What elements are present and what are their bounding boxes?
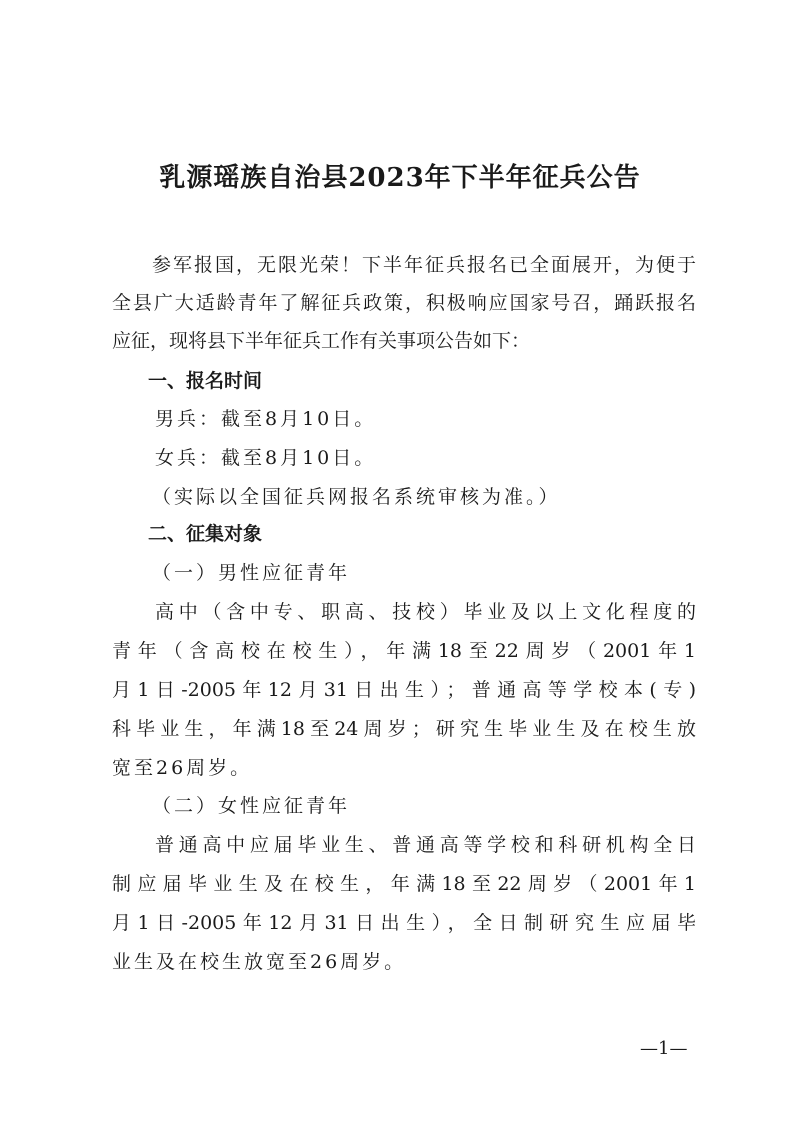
subheading-female-recruits: （二）女性应征青年 <box>152 795 351 817</box>
female-line-1: 普通高中应届毕业生、普通高等学校和科研机构全日 <box>155 834 696 856</box>
intro-line-3: 应征，现将县下半年征兵工作有关事项公告如下： <box>112 330 531 352</box>
female-line-2: 制应届毕业生及在校生，年满18至22周岁（2001年1 <box>112 873 696 895</box>
intro-line-2: 全县广大适龄青年了解征兵政策，积极响应国家号召，踊跃报名 <box>112 292 696 314</box>
male-line-5: 宽至26周岁。 <box>112 757 253 779</box>
female-line-3: 月1日-2005年12月31日出生），全日制研究生应届毕 <box>112 912 696 934</box>
registration-male: 男兵：截至8月10日。 <box>155 408 377 430</box>
page-number: —1— <box>640 1038 688 1059</box>
male-line-1: 高中（含中专、职高、技校）毕业及以上文化程度的 <box>155 601 696 623</box>
registration-note: （实际以全国征兵网报名系统审核为准。） <box>152 486 561 508</box>
section-heading-recruitment-targets: 二、征集对象 <box>148 523 263 545</box>
subheading-male-recruits: （一）男性应征青年 <box>152 562 351 584</box>
male-line-4: 科毕业生，年满18至24周岁；研究生毕业生及在校生放 <box>112 718 696 740</box>
male-line-2: 青年（含高校在校生），年满18至22周岁（2001年1 <box>112 640 696 662</box>
registration-female: 女兵：截至8月10日。 <box>155 447 377 469</box>
page-title: 乳源瑶族自治县2023年下半年征兵公告 <box>159 163 641 193</box>
female-line-4: 业生及在校生放宽至26周岁。 <box>112 951 407 973</box>
intro-line-1: 参军报国，无限光荣！下半年征兵报名已全面展开，为便于 <box>152 254 696 276</box>
section-heading-registration-time: 一、报名时间 <box>148 370 263 392</box>
male-line-3: 月1日-2005年12月31日出生）；普通高等学校本(专) <box>112 679 696 701</box>
